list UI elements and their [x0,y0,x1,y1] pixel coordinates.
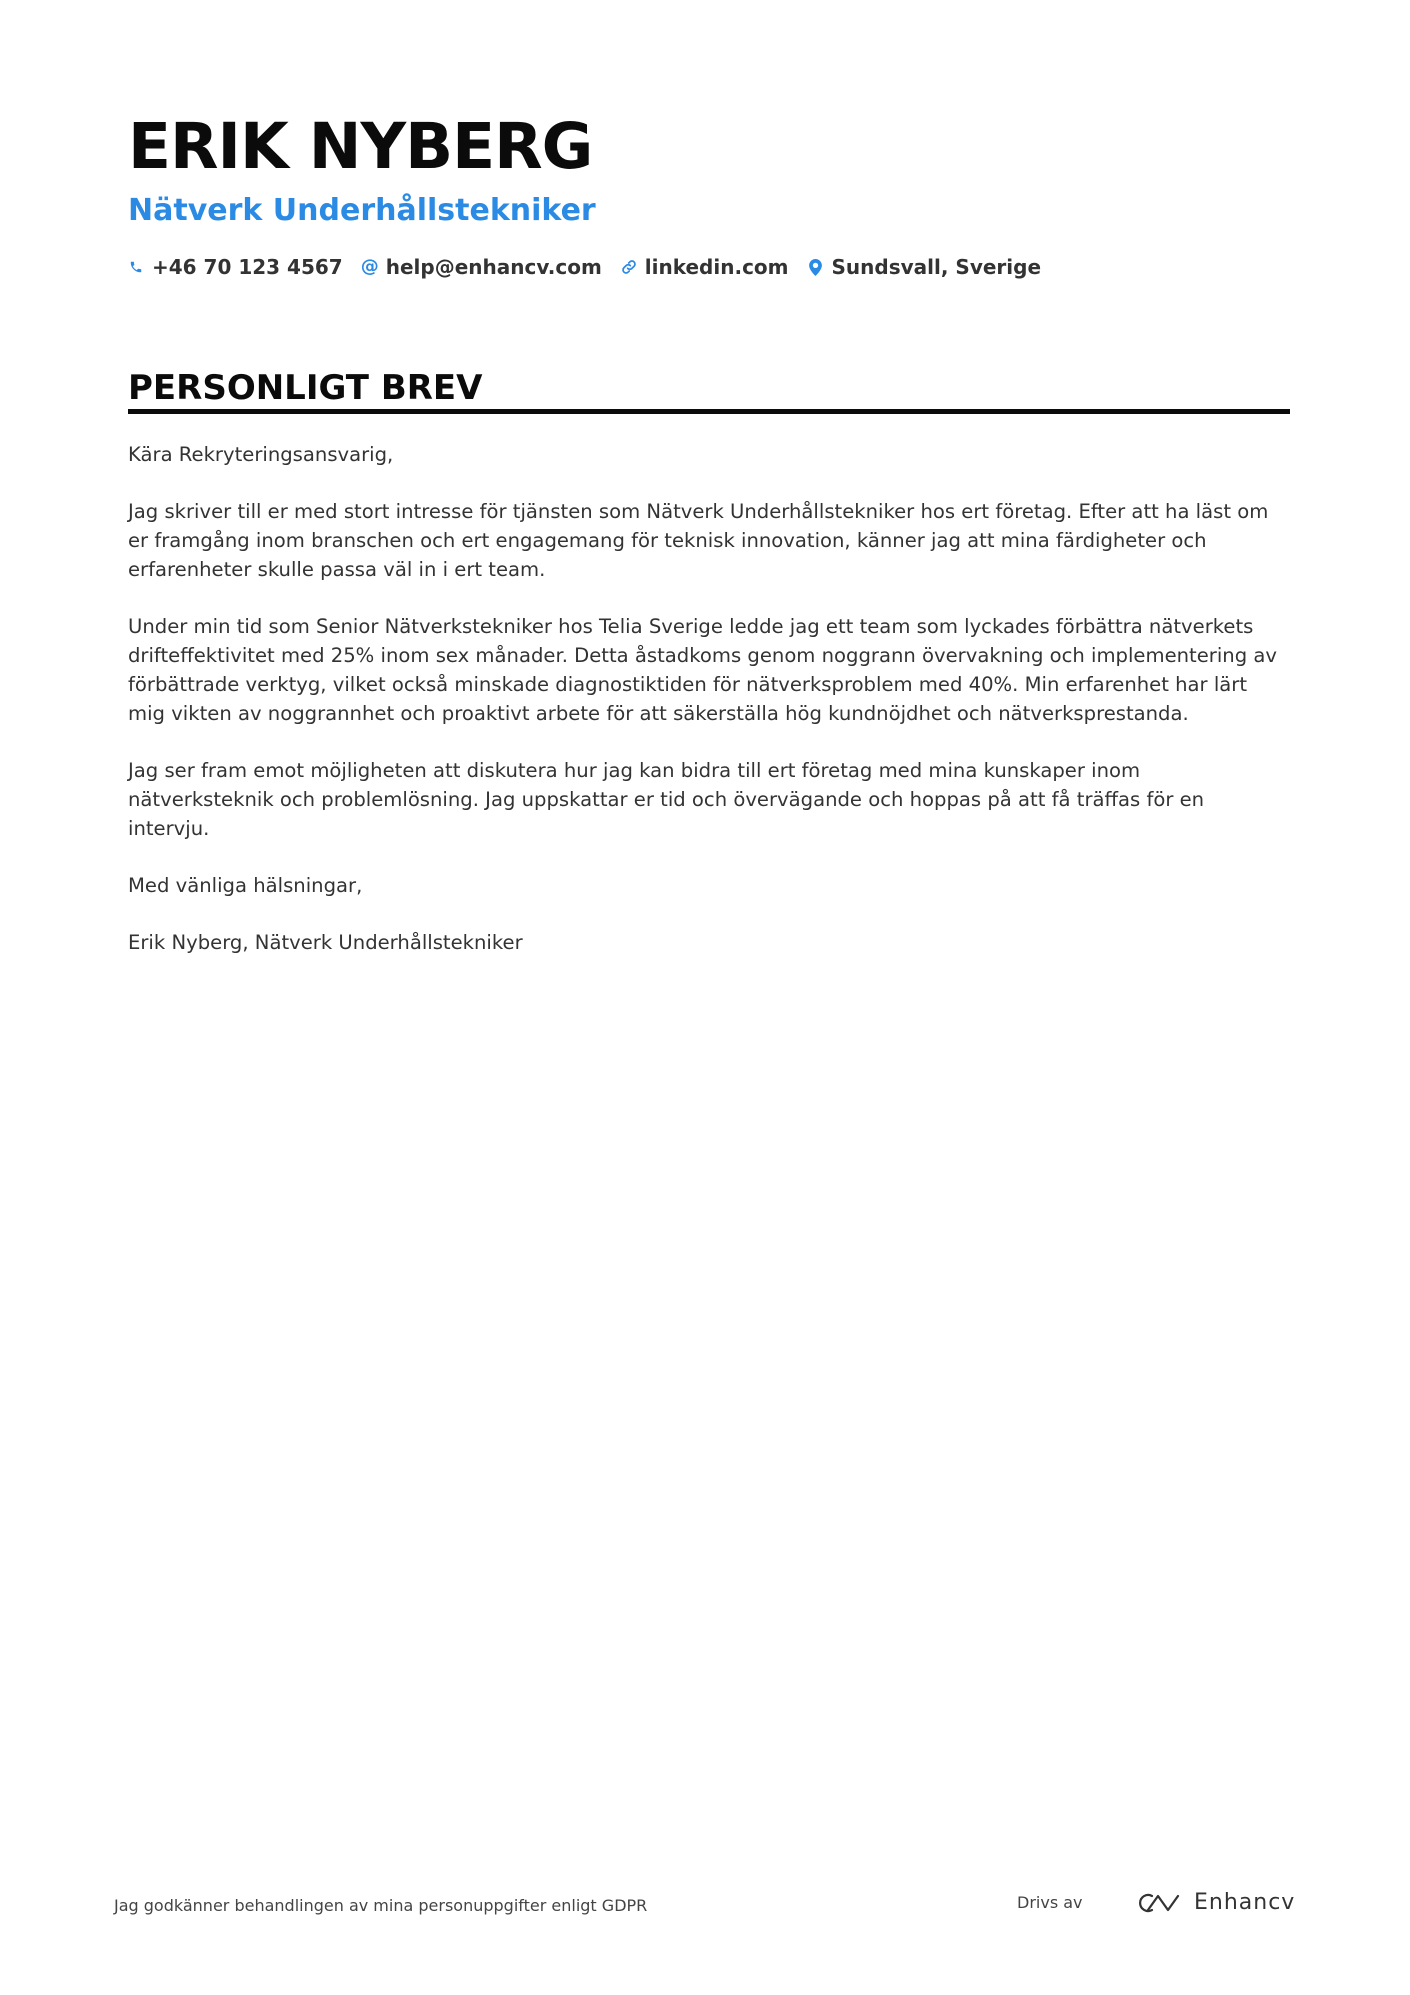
gdpr-consent-text: Jag godkänner behandlingen av mina personuppgifter enligt GDPR [114,1896,648,1915]
contact-email-label: help@enhancv.com [385,255,602,279]
contact-bar [128,252,1060,282]
contact-location-label: Sundsvall, Sverige [831,255,1042,279]
contact-phone[interactable] [128,252,343,282]
job-title: Nätverk Underhållstekniker [128,193,596,228]
enhancv-logo[interactable] [1138,1888,1295,1918]
enhancv-brand-name: Enhancv [1194,1890,1296,1915]
letter-paragraph: Under min tid som Senior Nätverkstekniker hos Telia Sverige ledde jag ett team som lyckades förbättra nätverkets drifteffektivitet med 25% inom sex månader. Detta åstadkoms genom noggrann övervakning och implementering av förbättrade verktyg, vilket också minskade diagnostiktiden för nätverksproblem med 40%. Min erfarenhet har lärt mig vikten av noggrannhet och proaktivt arbete för att säkerställa hög kundnöjdhet och nätverksprestanda. [128,615,1277,725]
letter-closing: Med vänliga hälsningar, [128,874,363,897]
letter-paragraph: Jag skriver till er med stort intresse för tjänsten som Nätverk Underhållstekniker hos ert företag. Efter att ha läst om er framgång inom branschen och ert engagemang för teknisk innovation, känner jag att mina färdigheter och erfarenheter skulle passa väl in i ert team. [128,500,1269,581]
section-heading: PERSONLIGT BREV [128,368,483,408]
letter-signature: Erik Nyberg, Nätverk Underhållstekniker [128,931,523,954]
powered-by-label: Drivs av [1017,1893,1083,1912]
contact-linkedin-label: linkedin.com [644,255,789,279]
contact-location [808,252,1042,282]
candidate-name: ERIK NYBERG [128,110,593,183]
letter-greeting: Kära Rekryteringsansvarig, [128,443,394,466]
contact-phone-label: +46 70 123 4567 [152,255,343,279]
enhancv-logo-icon [1138,1890,1184,1916]
section-divider [128,409,1290,414]
letter-body [128,440,1290,985]
location-pin-icon [808,257,824,277]
at-icon: @ [360,256,379,277]
phone-icon [128,257,144,277]
link-icon [621,257,637,277]
letter-paragraph: Jag ser fram emot möjligheten att diskutera hur jag kan bidra till ert företag med mina kunskaper inom nätverksteknik och problemlösning. Jag uppskattar er tid och övervägande och hoppas på att få träffas för en intervju. [128,759,1205,840]
contact-email[interactable] [362,252,602,282]
contact-linkedin[interactable] [621,252,789,282]
